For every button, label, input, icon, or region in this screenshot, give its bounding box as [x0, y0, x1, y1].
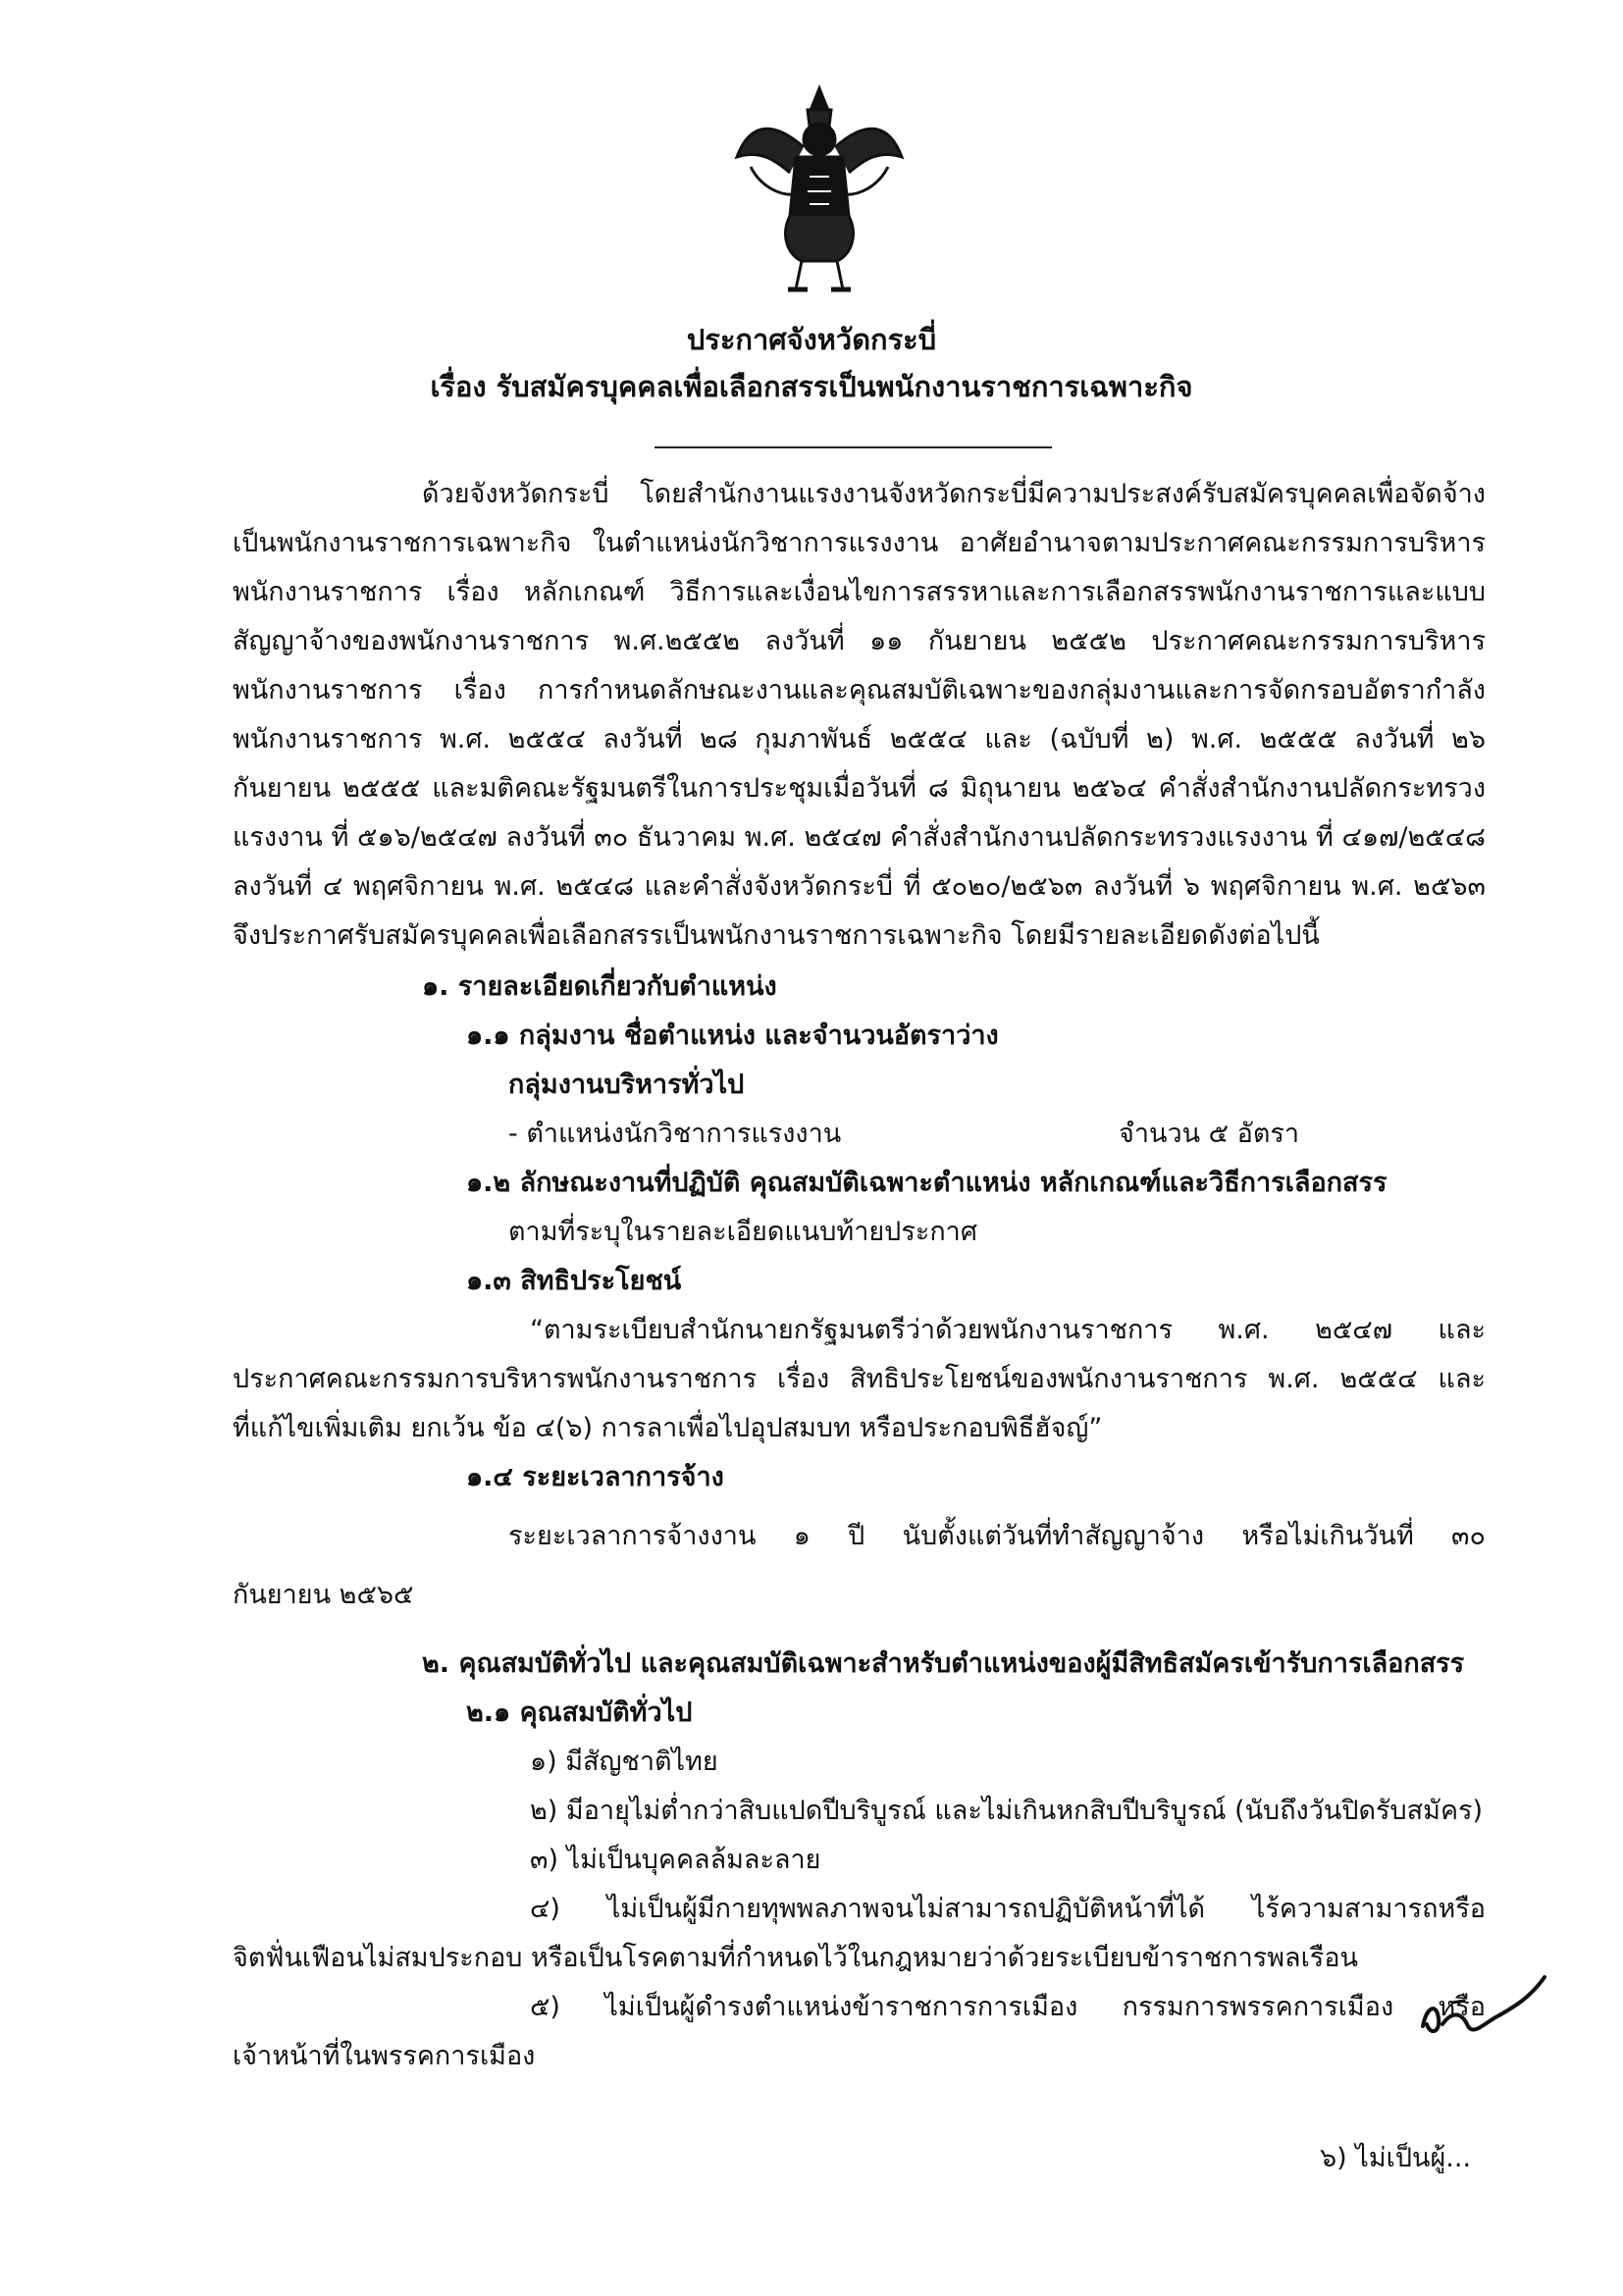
section-1-2-heading: ๑.๒ ลักษณะงานที่ปฏิบัติ คุณสมบัติเฉพาะตำแหน่ง หลักเกณฑ์และวิธีการเลือกสรร [466, 1168, 1387, 1198]
intro-line: ด้วยจังหวัดกระบี่ โดยสำนักงานแรงงานจังหวัดกระบี่มีความประสงค์รับสมัครบุคคลเพื่อจัดจ้าง [422, 479, 1486, 509]
qualification-item: ๓) ไม่เป็นบุคคลล้มละลาย [530, 1845, 821, 1875]
intro-line: ลงวันที่ ๔ พฤศจิกายน พ.ศ. ๒๕๔๘ และคำสั่งจังหวัดกระบี่ ที่ ๕๐๒๐/๒๕๖๓ ลงวันที่ ๖ พฤศจิกายน พ.ศ. ๒๕๖๓ [233, 871, 1486, 902]
benefits-line: “ตามระเบียบสำนักนายกรัฐมนตรีว่าด้วยพนักงานราชการ พ.ศ. ๒๕๔๗ และ [530, 1315, 1486, 1345]
benefits-line: ที่แก้ไขเพิ่มเติม ยกเว้น ข้อ ๔(๖) การลาเพื่อไปอุปสมบท หรือประกอบพิธีฮัจญ์” [233, 1413, 1103, 1443]
handwritten-initials-icon [1413, 1967, 1550, 2046]
section-2-heading: ๒. คุณสมบัติทั่วไป และคุณสมบัติเฉพาะสำหรับตำแหน่งของผู้มีสิทธิสมัครเข้ารับการเลือกสรร [422, 1648, 1465, 1679]
intro-line: พนักงานราชการ เรื่อง หลักเกณฑ์ วิธีการและเงื่อนไขการสรรหาและการเลือกสรรพนักงานราชการและแบบ [233, 577, 1486, 607]
qualification-item: ๒) มีอายุไม่ต่ำกว่าสิบแปดปีบริบูรณ์ และไม่เกินหกสิบปีบริบูรณ์ (นับถึงวันปิดรับสมัคร) [530, 1796, 1484, 1826]
qualification-item: ๔) ไม่เป็นผู้มีกายทุพพลภาพจนไม่สามารถปฏิบัติหน้าที่ได้ ไร้ความสามารถหรือ [530, 1894, 1486, 1924]
intro-line: พนักงานราชการ เรื่อง การกำหนดลักษณะงานและคุณสมบัติเฉพาะของกลุ่มงานและการจัดกรอบอัตรากำลัง [233, 675, 1486, 705]
qualification-item-continued: จิตฟั่นเฟือนไม่สมประกอบ หรือเป็นโรคตามที่กำหนดไว้ในกฎหมายว่าด้วยระเบียบข้าราชการพลเรือน [233, 1943, 1358, 1973]
section-1-3-heading: ๑.๓ สิทธิประโยชน์ [466, 1266, 682, 1296]
intro-line: กันยายน ๒๕๕๕ และมติคณะรัฐมนตรีในการประชุมเมื่อวันที่ ๘ มิถุนายน ๒๕๖๔ คำสั่งสำนักงานปลัดกระทรวง [233, 773, 1486, 804]
position-name: - ตำแหน่งนักวิชาการแรงงาน [508, 1119, 842, 1149]
intro-line: สัญญาจ้างของพนักงานราชการ พ.ศ.๒๕๕๒ ลงวันที่ ๑๑ กันยายน ๒๕๕๒ ประกาศคณะกรรมการบริหาร [233, 626, 1486, 656]
section-2-1-heading: ๒.๑ คุณสมบัติทั่วไป [466, 1697, 693, 1728]
intro-line: เป็นพนักงานราชการเฉพาะกิจ ในตำแหน่งนักวิชาการแรงงาน อาศัยอำนาจตามประกาศคณะกรรมการบริหาร [233, 528, 1486, 558]
intro-line: จึงประกาศรับสมัครบุคคลเพื่อเลือกสรรเป็นพนักงานราชการเฉพาะกิจ โดยมีรายละเอียดดังต่อไปนี้ [233, 920, 1320, 951]
announcement-title: ประกาศจังหวัดกระบี่ [686, 323, 937, 356]
employment-period-line: กันยายน ๒๕๖๕ [233, 1580, 414, 1610]
garuda-emblem-icon [731, 78, 908, 304]
intro-line: พนักงานราชการ พ.ศ. ๒๕๕๔ ลงวันที่ ๒๘ กุมภาพันธ์ ๒๕๕๔ และ (ฉบับที่ ๒) พ.ศ. ๒๕๕๕ ลงวันที่ ๒๖ [233, 724, 1486, 755]
announcement-subject: เรื่อง รับสมัครบุคคลเพื่อเลือกสรรเป็นพนักงานราชการเฉพาะกิจ [430, 370, 1193, 403]
qualification-item: ๕) ไม่เป็นผู้ดำรงตำแหน่งข้าราชการการเมือง กรรมการพรรคการเมือง หรือ [530, 1992, 1486, 2022]
section-1-heading: ๑. รายละเอียดเกี่ยวกับตำแหน่ง [422, 971, 777, 1002]
announcement-title-block [0, 316, 1623, 410]
qualification-item: ๑) มีสัญชาติไทย [530, 1747, 718, 1777]
title-divider [654, 446, 1052, 448]
position-count: จำนวน ๕ อัตรา [1119, 1119, 1300, 1149]
section-1-4-heading: ๑.๔ ระยะเวลาการจ้าง [466, 1462, 724, 1492]
employment-period-line: ระยะเวลาการจ้างงาน ๑ ปี นับตั้งแต่วันที่ทำสัญญาจ้าง หรือไม่เกินวันที่ ๓๐ [508, 1521, 1486, 1551]
work-group-name: กลุ่มงานบริหารทั่วไป [508, 1070, 745, 1100]
section-1-2-text: ตามที่ระบุในรายละเอียดแนบท้ายประกาศ [508, 1217, 977, 1247]
page-continuation: ๖) ไม่เป็นผู้... [1320, 2143, 1472, 2173]
intro-line: แรงงาน ที่ ๕๑๖/๒๕๔๗ ลงวันที่ ๓๐ ธันวาคม พ.ศ. ๒๕๔๗ คำสั่งสำนักงานปลัดกระทรวงแรงงาน ที่ ๔๑๗/๒๕๔๘ [233, 822, 1486, 853]
benefits-line: ประกาศคณะกรรมการบริหารพนักงานราชการ เรื่อง สิทธิประโยชน์ของพนักงานราชการ พ.ศ. ๒๕๕๔ และ [233, 1364, 1486, 1394]
qualification-item-continued: เจ้าหน้าที่ในพรรคการเมือง [233, 2041, 536, 2071]
section-1-1-heading: ๑.๑ กลุ่มงาน ชื่อตำแหน่ง และจำนวนอัตราว่าง [466, 1020, 999, 1051]
